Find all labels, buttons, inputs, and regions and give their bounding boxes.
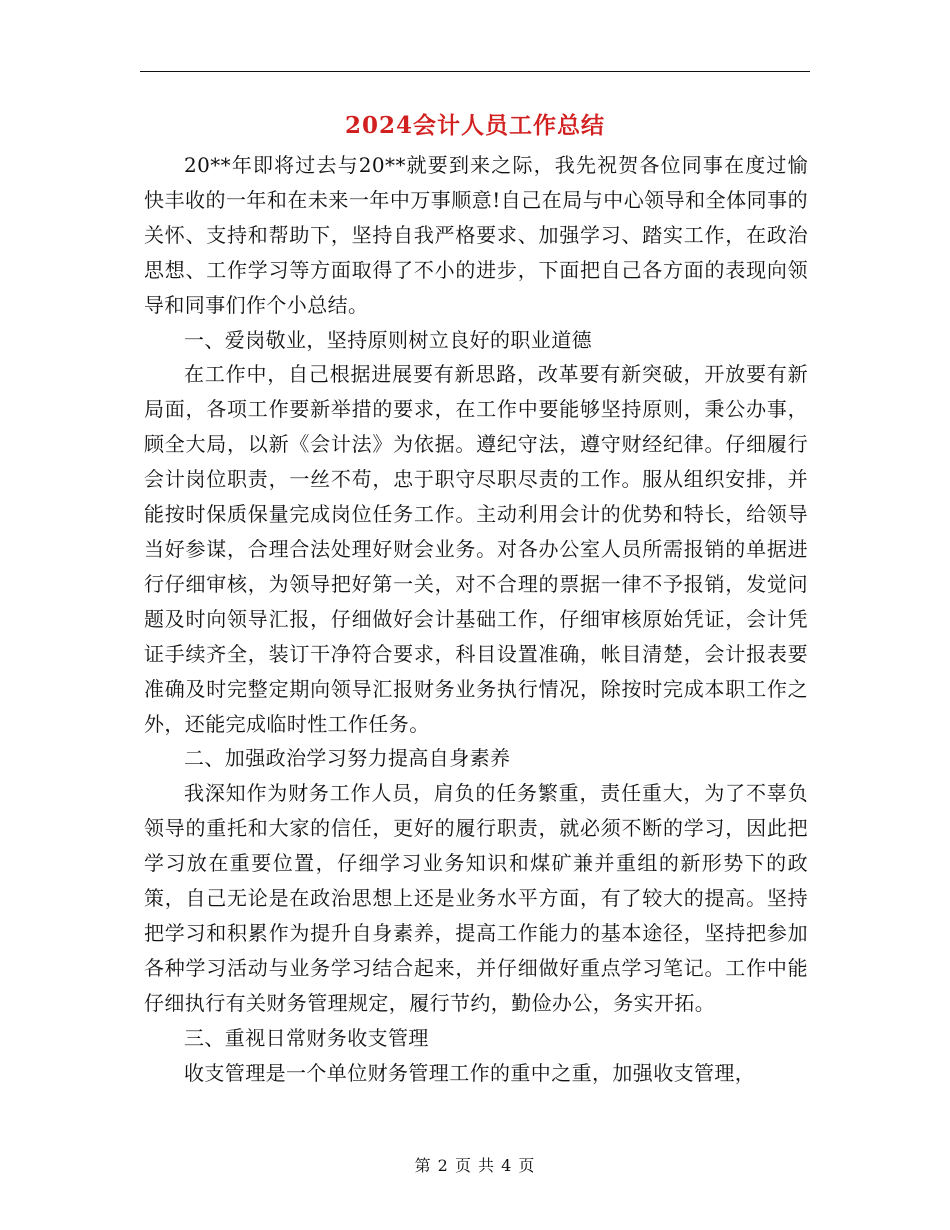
document-title: 2024会计人员工作总结 [344,112,605,139]
section-heading-2: 二、加强政治学习努力提高自身素养 [184,746,511,771]
document-body [144,148,808,1090]
paragraph-section-1: 在工作中，自己根据进展要有新思路，改革要有新突破，开放要有新局面，各项工作要新举措的要求，在工作中要能够坚持原则，秉公办事，顾全大局，以新《会计法》为依据。遵纪守法，遵守财经纪律。仔细履行会计岗位职责，一丝不苟，忠于职守尽职尽责的工作。服从组织安排，并能按时保质保量完成岗位任务工作。主动利用会计的优势和特长，给领导当好参谋，合理合法处理好财会业务。对各办公室人员所需报销的单据进行仔细审核，为领导把好第一关，对不合理的票据一律不予报销，发觉问题及时向领导汇报，仔细做好会计基础工作，仔细审核原始凭证，会计凭证手续齐全，装订干净符合要求，科目设置准确，帐目清楚，会计报表要准确及时完整定期向领导汇报财务业务执行情况，除按时完成本职工作之外，还能完成临时性工作任务。 [144,362,808,736]
header-rule [140,71,810,72]
paragraph-section-3: 收支管理是一个单位财务管理工作的重中之重，加强收支管理， [184,1060,756,1085]
paragraph-section-2: 我深知作为财务工作人员，肩负的任务繁重，责任重大，为了不辜负领导的重托和大家的信任，更好的履行职责，就必须不断的学习，因此把学习放在重要位置，仔细学习业务知识和煤矿兼并重组的新形势下的政策，自己无论是在政治思想上还是业务水平方面，有了较大的提高。坚持把学习和积累作为提升自身素养，提高工作能力的基本途径，坚持把参加各种学习活动与业务学习结合起来，并仔细做好重点学习笔记。工作中能仔细执行有关财务管理规定，履行节约，勤俭办公，务实开拓。 [144,781,808,1015]
paragraph-intro: 20**年即将过去与20**就要到来之际，我先祝贺各位同事在度过愉快丰收的一年和在未来一年中万事顺意!自己在局与中心领导和全体同事的关怀、支持和帮助下，坚持自我严格要求、加强学习、踏实工作，在政治思想、工作学习等方面取得了不小的进步，下面把自己各方面的表现向领导和同事们作个小总结。 [144,153,808,317]
page-number: 第 2 页 共 4 页 [414,1156,536,1175]
section-heading-3: 三、重视日常财务收支管理 [184,1025,429,1050]
section-heading-1: 一、爱岗敬业，坚持原则树立良好的职业道德 [184,327,592,352]
